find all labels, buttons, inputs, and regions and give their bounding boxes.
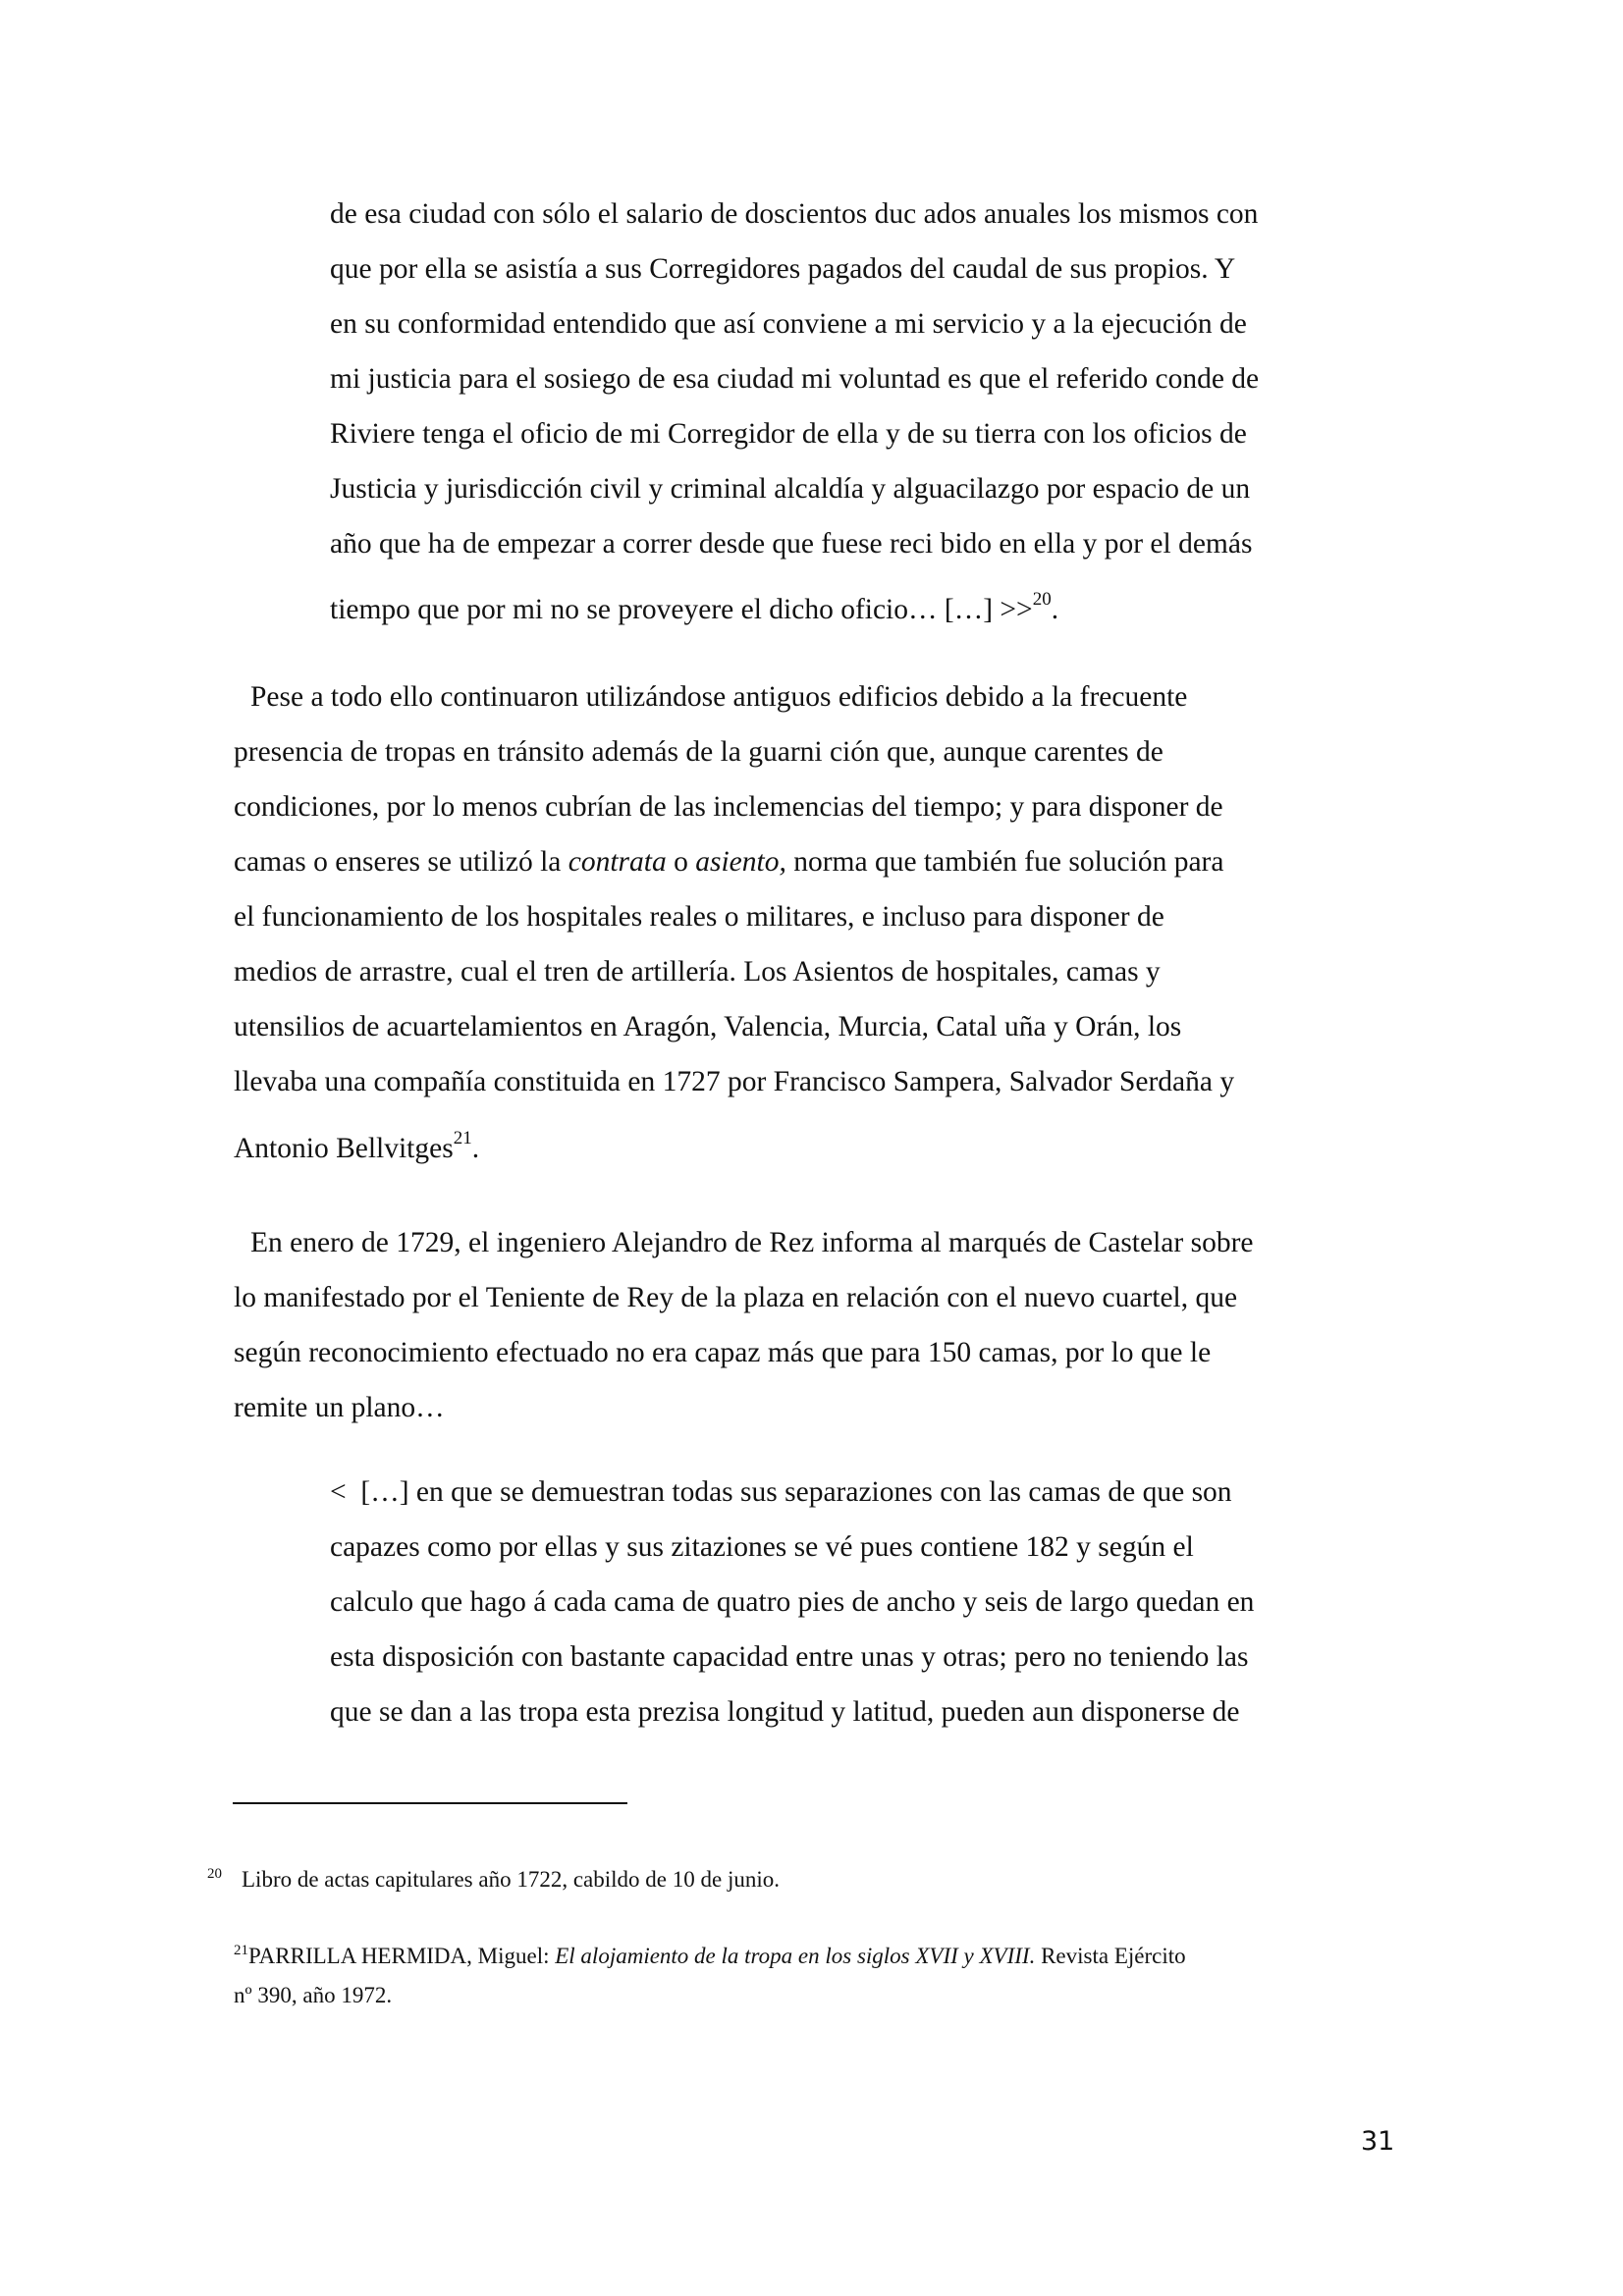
footnote-text: Revista Ejército (1035, 1944, 1186, 1968)
quote-line: año que ha de empezar a correr desde que fuese reci bido en ella y por el demás (330, 528, 1253, 560)
footnote-21 (234, 1942, 1186, 1971)
footnote-ref-20[interactable]: 20 (1032, 589, 1052, 610)
paragraph-line: según reconocimiento efectuado no era capaz más que para 150 camas, por lo que le (234, 1337, 1212, 1368)
paragraph-line: En enero de 1729, el ingeniero Alejandro de Rez informa al marqués de Castelar sobre (250, 1227, 1254, 1258)
punctuation: . (471, 1133, 480, 1164)
quote-line: en su conformidad entendido que así conviene a mi servicio y a la ejecución de (330, 308, 1247, 340)
paragraph-line: utensilios de acuartelamientos en Aragón, Valencia, Murcia, Catal uña y Orán, los (234, 1011, 1182, 1042)
quote-line: mi justicia para el sosiego de esa ciudad mi voluntad es que el referido conde de (330, 363, 1260, 395)
paragraph-line: llevaba una compañía constituida en 1727 por Francisco Sampera, Salvador Serdaña y (234, 1066, 1235, 1097)
paragraph-line: medios de arrastre, cual el tren de artillería. Los Asientos de hospitales, camas y (234, 956, 1161, 988)
text: camas o enseres se utilizó la (234, 846, 568, 878)
quote-line: que se dan a las tropa esta prezisa longitud y latitud, pueden aun disponerse de (330, 1696, 1240, 1728)
quote-line: calculo que hago á cada cama de quatro pies de ancho y seis de largo quedan en (330, 1586, 1255, 1618)
footnote-title: El alojamiento de la tropa en los siglos XVII y XVIII. (555, 1944, 1036, 1968)
footnote-mark: 21 (234, 1943, 248, 1958)
quote-line: capazes como por ellas y sus zitaziones se vé pues contiene 182 y según el (330, 1531, 1194, 1563)
paragraph-line (234, 844, 1223, 880)
quote-line: de esa ciudad con sólo el salario de doscientos duc ados anuales los mismos con (330, 198, 1259, 230)
footnote-separator (233, 1802, 627, 1804)
quote-line-last (330, 589, 1059, 627)
quote-line: < […] en que se demuestran todas sus separaziones con las camas de que son (330, 1476, 1232, 1508)
paragraph-line: condiciones, por lo menos cubrían de las inclemencias del tiempo; y para disponer de (234, 791, 1223, 823)
footnote-20 (207, 1865, 780, 1895)
italic-term-contrata: contrata (568, 846, 667, 878)
text: norma que también fue solución para (785, 846, 1224, 878)
italic-term-asiento: asiento, (695, 846, 786, 878)
footnote-mark: 20 (207, 1866, 222, 1882)
paragraph-line-last (234, 1128, 480, 1166)
paragraph-line: lo manifestado por el Teniente de Rey de la plaza en relación con el nuevo cuartel, que (234, 1282, 1238, 1313)
punctuation: . (1051, 594, 1059, 625)
paragraph-line: el funcionamiento de los hospitales reales o militares, e incluso para disponer de (234, 901, 1164, 933)
quote-line: Justicia y jurisdicción civil y criminal alcaldía y alguacilazgo por espacio de un (330, 473, 1251, 505)
paragraph-line: remite un plano… (234, 1392, 445, 1423)
text: o (666, 846, 696, 878)
footnote-ref-21[interactable]: 21 (453, 1128, 472, 1148)
footnote-text: Libro de actas capitulares año 1722, cabildo de 10 de junio. (242, 1867, 780, 1892)
quote-line: Riviere tenga el oficio de mi Corregidor de ella y de su tierra con los oficios de (330, 418, 1247, 450)
paragraph-line: presencia de tropas en tránsito además de la guarni ción que, aunque carentes de (234, 736, 1163, 768)
quote-line: que por ella se asistía a sus Corregidores pagados del caudal de sus propios. Y (330, 253, 1236, 285)
paragraph-line: Pese a todo ello continuaron utilizándose antiguos edificios debido a la frecuente (250, 681, 1188, 713)
page-number: 31 (1361, 2126, 1395, 2157)
footnote-21-line2: nº 390, año 1972. (234, 1983, 393, 2007)
quote-line: esta disposición con bastante capacidad entre unas y otras; pero no teniendo las (330, 1641, 1249, 1673)
footnote-text: PARRILLA HERMIDA, Miguel: (248, 1944, 556, 1968)
text: Antonio Bellvitges (234, 1133, 454, 1164)
quote-text: tiempo que por mi no se proveyere el dicho oficio… […] >> (330, 594, 1033, 625)
